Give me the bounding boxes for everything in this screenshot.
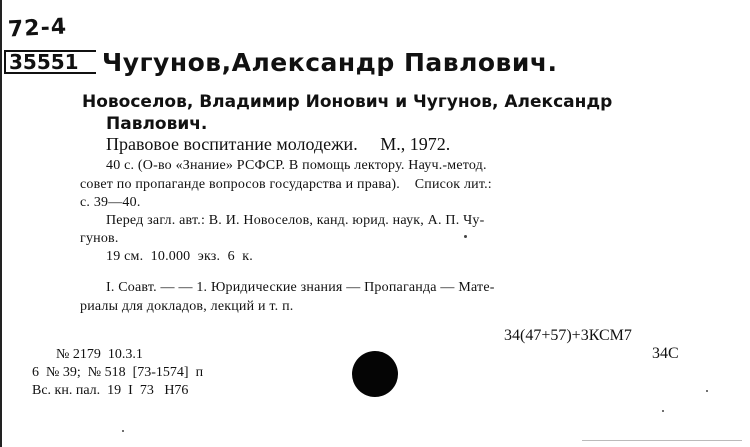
- description-line: гунов.: [80, 231, 119, 246]
- description-line: 19 см. 10.000 экз. 6 к.: [106, 249, 253, 264]
- card-punch-hole: [352, 351, 398, 397]
- footer-line: 6 № 39; № 518 [73-1574] п: [32, 365, 204, 380]
- footer-line: № 2179 10.3.1: [56, 347, 143, 362]
- classification-index: 34(47+57)+3КСМ7: [504, 327, 632, 344]
- main-heading: Чугунов,Александр Павлович.: [102, 48, 558, 77]
- description-line: Перед загл. авт.: В. И. Новоселов, канд. юрид. наук, А. П. Чу-: [106, 213, 485, 228]
- scan-speck: [662, 410, 664, 412]
- handwritten-note: 72-4: [7, 14, 68, 43]
- scan-speck: [706, 390, 708, 392]
- authors-line-2: Павлович.: [106, 114, 208, 134]
- footer-line: Вс. кн. пал. 19 I 73 Н76: [32, 383, 189, 398]
- subject-line: I. Соавт. — — 1. Юридические знания — Пропаганда — Мате-: [106, 280, 495, 295]
- book-title-line: Правовое воспитание молодежи. М., 1972.: [106, 134, 451, 154]
- description-line: 40 с. (О-во «Знание» РСФСР. В помощь лектору. Науч.-метод.: [106, 158, 487, 173]
- inventory-number: 35551: [4, 50, 96, 74]
- classification-author-mark: 34С: [652, 345, 679, 362]
- description-line: с. 39—40.: [80, 195, 141, 210]
- scan-speck: [464, 235, 467, 238]
- scan-speck: [122, 430, 124, 432]
- subject-line: риалы для докладов, лекций и т. п.: [80, 299, 294, 314]
- scan-edge-line: [582, 440, 742, 441]
- description-line: совет по пропаганде вопросов государства и права). Список лит.:: [80, 177, 492, 192]
- authors-line-1: Новоселов, Владимир Ионович и Чугунов, Александр: [82, 92, 613, 112]
